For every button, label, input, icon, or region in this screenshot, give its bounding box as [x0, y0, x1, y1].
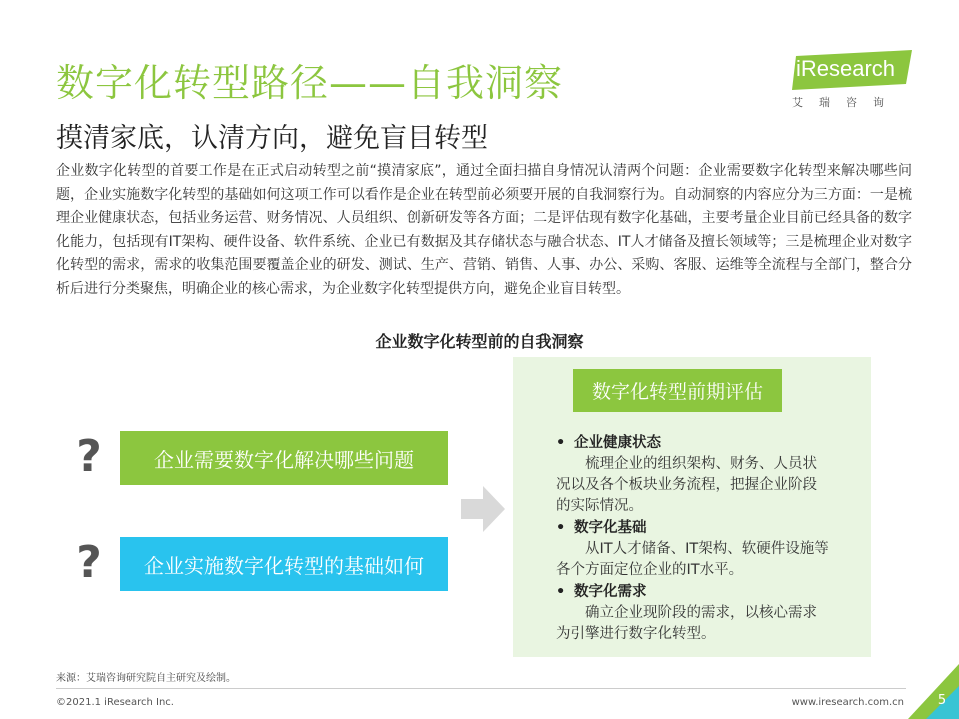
assessment-item	[556, 433, 830, 517]
question-box-foundation: 企业实施数字化转型的基础如何	[120, 537, 448, 591]
arrow-right-icon	[461, 486, 505, 532]
assessment-list	[556, 433, 830, 646]
assessment-item-title: 数字化基础	[574, 520, 647, 536]
source-note: 来源：艾瑞咨询研究院自主研究及绘制。	[56, 673, 236, 684]
question-mark-icon: ?	[76, 537, 102, 588]
website-link[interactable]: www.iresearch.com.cn	[791, 697, 904, 708]
intro-paragraph: 企业数字化转型的首要工作是在正式启动转型之前“摸清家底”，通过全面扫描自身情况认清两个问题：企业需要数字化转型来解决哪些问题，企业实施数字化转型的基础如何这项工作可以看作是企业在转型前必须要开展的自我洞察行为。自动洞察的内容应分为三方面：一是梳理企业健康状态，包括业务运营、财务情况、人员组织、创新研发等各方面；二是评估现有数字化基础，主要考量企业目前已经具备的数字化能力，包括现有IT架构、硬件设备、软件系统、企业已有数据及其存储状态与融合状态、IT人才储备及擅长领域等；三是梳理企业对数字化转型的需求，需求的收集范围要覆盖企业的研发、测试、生产、营销、销售、人事、办公、采购、客服、运维等全流程与全部门，整合分析后进行分类聚焦，明确企业的核心需求，为企业数字化转型提供方向，避免企业盲目转型。	[56, 163, 912, 297]
logo-text: iResearch	[796, 56, 896, 81]
assessment-item-title: 企业健康状态	[574, 435, 661, 451]
copyright-text: ©2021.1 iResearch Inc.	[56, 697, 174, 708]
logo-subtext: 艾瑞咨询	[792, 96, 900, 109]
assessment-panel-heading: 数字化转型前期评估	[573, 369, 782, 412]
question-box-problems: 企业需要数字化解决哪些问题	[120, 431, 448, 485]
assessment-item-desc: 确立企业现阶段的需求，以核心需求为引擎进行数字化转型。	[556, 605, 817, 642]
assessment-item	[556, 518, 830, 581]
question-mark-icon: ?	[76, 431, 102, 482]
bullet-icon: •	[556, 435, 566, 451]
corner-page-badge	[908, 664, 959, 719]
bullet-icon: •	[556, 584, 566, 600]
bullet-icon: •	[556, 520, 566, 536]
assessment-item-desc: 梳理企业的组织架构、财务、人员状况以及各个板块业务流程，把握企业阶段的实际情况。	[556, 456, 817, 514]
assessment-item	[556, 582, 830, 645]
assessment-item-desc: 从IT人才储备、IT架构、软硬件设施等各个方面定位企业的IT水平。	[556, 541, 829, 578]
assessment-item-title: 数字化需求	[574, 584, 647, 600]
page-title: 数字化转型路径——自我洞察	[56, 61, 564, 105]
iresearch-logo	[792, 50, 922, 112]
diagram-title: 企业数字化转型前的自我洞察	[375, 332, 584, 351]
page-number: 5	[937, 693, 947, 708]
footer-divider	[56, 688, 906, 689]
page-subtitle: 摸清家底，认清方向，避免盲目转型	[56, 123, 488, 154]
